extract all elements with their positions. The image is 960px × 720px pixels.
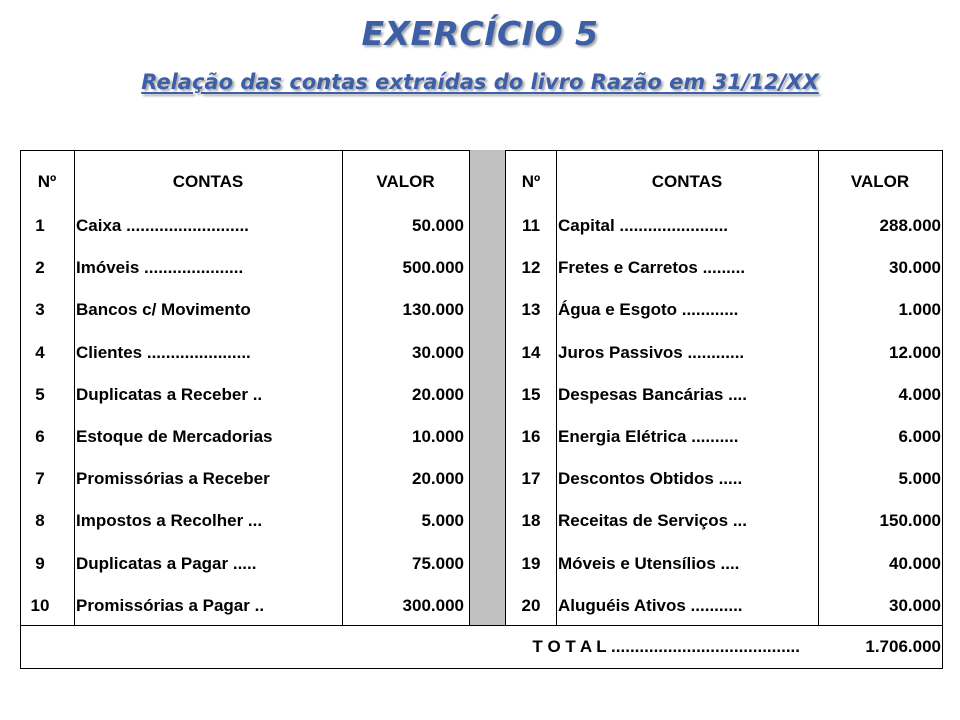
account-number: 1 xyxy=(35,216,45,235)
account-name: Impostos a Recolher ... xyxy=(76,511,263,530)
accounts-table xyxy=(20,150,943,669)
account-value: 30.000 xyxy=(889,596,941,615)
account-value: 30.000 xyxy=(412,343,464,362)
account-number: 4 xyxy=(35,343,45,362)
account-name: Estoque de Mercadorias xyxy=(76,427,273,446)
table-separator xyxy=(469,150,506,625)
account-value: 1.000 xyxy=(898,300,941,319)
account-value: 20.000 xyxy=(412,385,464,404)
account-value: 12.000 xyxy=(889,343,941,362)
account-name: Móveis e Utensílios .... xyxy=(558,554,740,573)
header-contas-left: CONTAS xyxy=(172,172,244,191)
account-value: 150.000 xyxy=(879,511,941,530)
account-number: 6 xyxy=(35,427,45,446)
account-name: Juros Passivos ............ xyxy=(558,343,745,362)
table-border-right xyxy=(942,150,943,669)
account-name: Promissórias a Pagar .. xyxy=(76,596,265,615)
account-number: 15 xyxy=(521,385,541,404)
account-number: 11 xyxy=(522,216,540,235)
account-value: 50.000 xyxy=(412,216,464,235)
account-value: 130.000 xyxy=(402,300,464,319)
account-number: 12 xyxy=(521,258,541,277)
account-number: 19 xyxy=(521,554,541,573)
account-name: Aluguéis Ativos ........... xyxy=(558,596,743,615)
total-label: T O T A L ........................................ xyxy=(532,637,800,656)
account-name: Descontos Obtidos ..... xyxy=(558,469,743,488)
header-valor-left: VALOR xyxy=(376,172,435,191)
account-number: 17 xyxy=(521,469,541,488)
page-title: EXERCÍCIO 5 xyxy=(361,14,599,53)
account-name: Energia Elétrica .......... xyxy=(558,427,739,446)
header-num-right: Nº xyxy=(521,172,541,191)
account-name: Capital ....................... xyxy=(558,216,729,235)
account-number: 7 xyxy=(35,469,45,488)
column-divider xyxy=(74,150,75,625)
column-divider xyxy=(556,150,557,625)
header-num-left: Nº xyxy=(37,172,57,191)
account-name: Clientes ...................... xyxy=(76,343,251,362)
account-name: Duplicatas a Pagar ..... xyxy=(76,554,257,573)
account-name: Água e Esgoto ............ xyxy=(558,300,739,319)
account-name: Bancos c/ Movimento xyxy=(76,300,251,319)
account-number: 14 xyxy=(521,343,541,362)
account-number: 2 xyxy=(35,258,45,277)
account-value: 40.000 xyxy=(889,554,941,573)
account-number: 20 xyxy=(521,596,541,615)
account-number: 18 xyxy=(521,511,541,530)
account-value: 288.000 xyxy=(879,216,941,235)
account-value: 20.000 xyxy=(412,469,464,488)
account-value: 4.000 xyxy=(898,385,941,404)
account-value: 30.000 xyxy=(889,258,941,277)
account-name: Duplicatas a Receber .. xyxy=(76,385,263,404)
account-name: Despesas Bancárias .... xyxy=(558,385,748,404)
account-number: 8 xyxy=(35,511,45,530)
account-number: 10 xyxy=(30,596,50,615)
account-value: 10.000 xyxy=(412,427,464,446)
account-name: Caixa .......................... xyxy=(76,216,249,235)
account-number: 13 xyxy=(521,300,541,319)
header-contas-right: CONTAS xyxy=(651,172,723,191)
account-value: 500.000 xyxy=(402,258,464,277)
account-value: 75.000 xyxy=(412,554,464,573)
account-name: Receitas de Serviços ... xyxy=(558,511,747,530)
account-value: 5.000 xyxy=(898,469,941,488)
account-number: 9 xyxy=(35,554,45,573)
account-number: 3 xyxy=(35,300,45,319)
header-valor-right: VALOR xyxy=(850,172,910,191)
account-name: Imóveis ..................... xyxy=(76,258,244,277)
account-name: Fretes e Carretos ......... xyxy=(558,258,746,277)
account-name: Promissórias a Receber xyxy=(76,469,270,488)
account-number: 5 xyxy=(35,385,45,404)
account-value: 300.000 xyxy=(402,596,464,615)
page-subtitle: Relação das contas extraídas do livro Razão em 31/12/XX xyxy=(141,70,819,94)
account-number: 16 xyxy=(521,427,541,446)
account-value: 5.000 xyxy=(421,511,464,530)
total-value: 1.706.000 xyxy=(865,637,941,656)
account-value: 6.000 xyxy=(898,427,941,446)
